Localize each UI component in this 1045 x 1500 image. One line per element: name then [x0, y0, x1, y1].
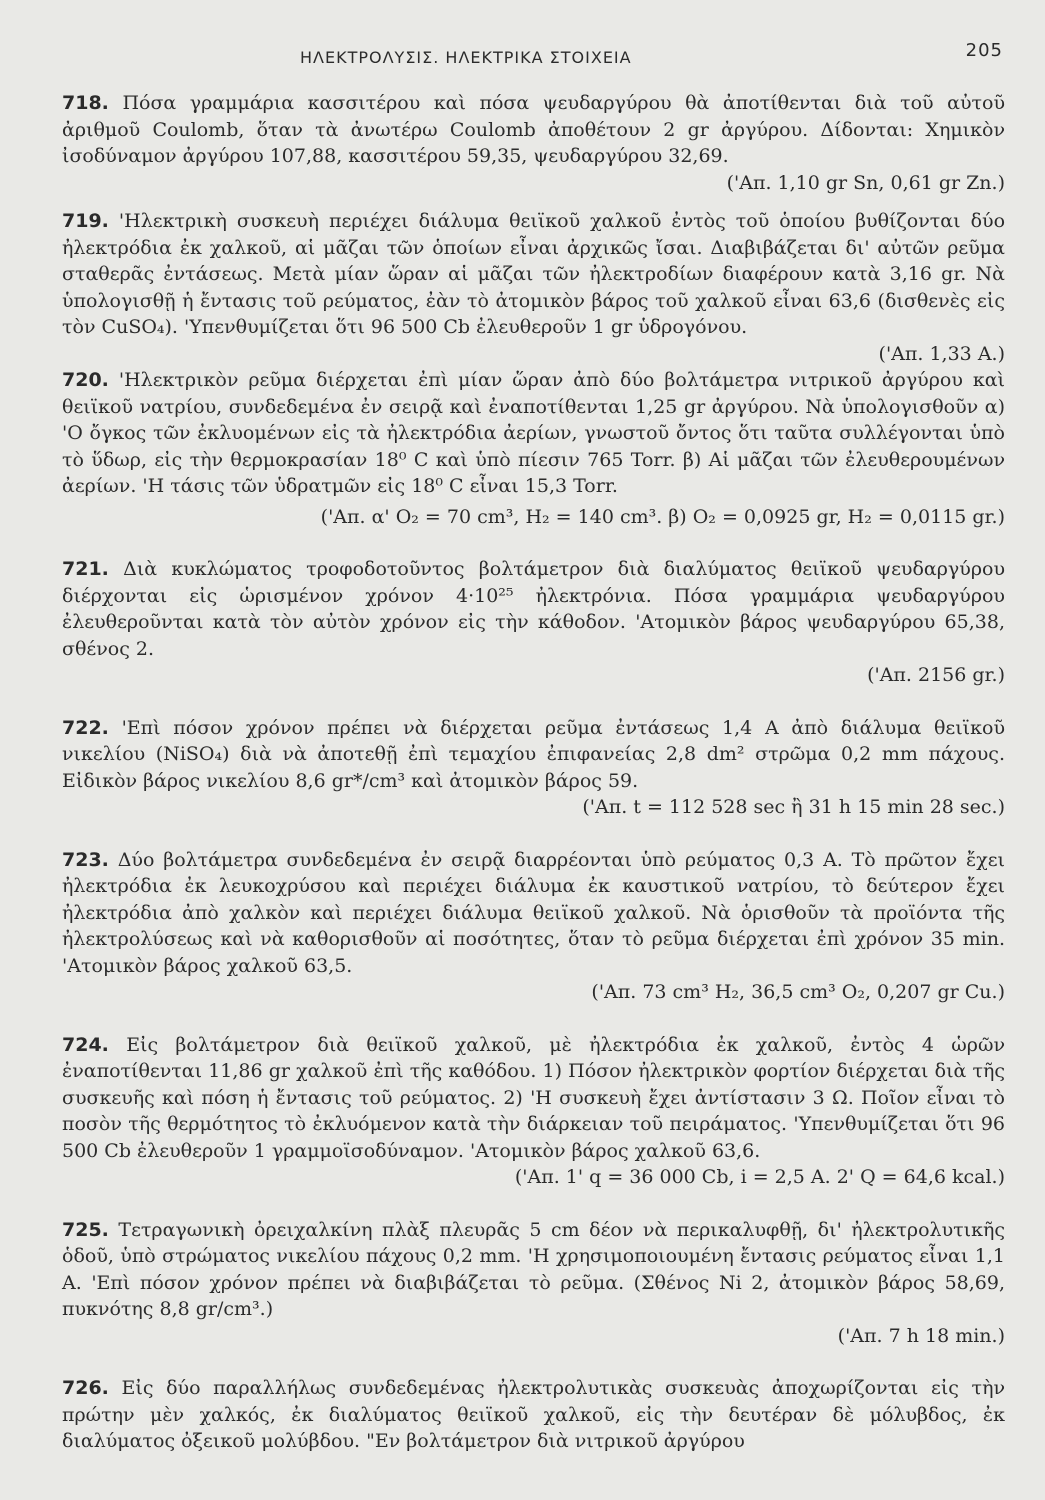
problem-719 — [62, 208, 1005, 367]
problem-number: 722. — [62, 716, 109, 739]
problem-number: 719. — [62, 210, 109, 232]
problem-text: Διὰ κυκλώματος τροφοδοτοῦντος βολτάμετρον διὰ διαλύματος θειϊκοῦ ψευδαργύρου διέρχονται εἰς ὡρισμένον χρόνον 4·10²⁵ ἠλεκτρόνια. Πόσα γραμμάρια ψευδαργύρου ἐλευθεροῦνται κατὰ τὸν αὐτὸν χρόνον εἰς τὴν κάθοδον. 'Ατομικὸν βάρος ψευδαργύρου 65,38, σθένος 2. — [62, 558, 1005, 660]
problem-722 — [62, 715, 1005, 821]
running-title: ΗΛΕΚΤΡΟΛΥΣΙΣ. ΗΛΕΚΤΡΙΚΑ ΣΤΟΙΧΕΙΑ — [300, 48, 632, 67]
problem-number: 723. — [62, 848, 109, 871]
problem-720 — [62, 367, 1005, 530]
problem-text: Πόσα γραμμάρια κασσιτέρου καὶ πόσα ψευδαργύρου θὰ ἀποτίθενται διὰ τοῦ αὐτοῦ ἀριθμοῦ Coulomb, ὅταν τὰ ἀνωτέρω Coulomb ἀποθέτουν 2 gr ἀργύρου. Δίδονται: Χημικὸν ἰσοδύναμον ἀργύρου 107,88, κασσιτέρου 59,35, ψευδαργύρου 32,69. — [62, 92, 1005, 167]
problem-number: 720. — [62, 369, 109, 391]
page-header — [62, 36, 1005, 76]
page-number: 205 — [965, 40, 1003, 61]
problem-answer: ('Απ. α' O₂ = 70 cm³, H₂ = 140 cm³. β) O₂ = 0,0925 gr, H₂ = 0,0115 gr.) — [320, 505, 1005, 528]
problem-answer: ('Απ. 7 h 18 min.) — [837, 1324, 1005, 1347]
problem-text: Εἰς βολτάμετρον διὰ θειϊκοῦ χαλκοῦ, μὲ ἠλεκτρόδια ἐκ χαλκοῦ, ἐντὸς 4 ὡρῶν ἐναποτίθενται 11,86 gr χαλκοῦ ἐπὶ τῆς καθόδου. 1) Πόσον ἠλεκτρικὸν φορτίον διέρχεται διὰ τῆς συσκευῆς καὶ πόση ἡ ἔντασις τοῦ ρεύματος. 2) 'Η συσκευὴ ἔχει ἀντίστασιν 3 Ω. Ποῖον εἶναι τὸ ποσὸν τῆς θερμότητος τὸ ἐκλυόμενον κατὰ τὴν διάρκειαν τοῦ πειράματος. 'Υπενθυμίζεται ὅτι 96 500 Cb ἐλευθεροῦν 1 γραμμοϊσοδύναμον. 'Ατομικὸν βάρος χαλκοῦ 63,6. — [62, 1033, 1006, 1162]
problem-721 — [62, 556, 1005, 689]
problem-text: 'Επὶ πόσον χρόνον πρέπει νὰ διέρχεται ρεῦμα ἐντάσεως 1,4 A ἀπὸ διάλυμα θειϊκοῦ νικελίου (NiSO₄) διὰ νὰ ἀποτεθῇ ἐπὶ τεμαχίου ἐπιφανείας 2,8 dm² στρῶμα 0,2 mm πάχους. Εἰδικὸν βάρος νικελίου 8,6 gr*/cm³ καὶ ἀτομικὸν βάρος 59. — [62, 716, 1005, 792]
problem-answer: ('Απ. 2156 gr.) — [867, 664, 1005, 686]
problem-text: Τετραγωνικὴ ὀρειχαλκίνη πλὰξ πλευρᾶς 5 cm δέον νὰ περικαλυφθῇ, δι' ἠλεκτρολυτικῆς ὁδοῦ, ὑπὸ στρώματος νικελίου πάχους 0,2 mm. 'Η χρησιμοποιουμένη ἔντασις ρεύματος εἶναι 1,1 A. 'Επὶ πόσον χρόνον πρέπει νὰ διαβιβάζεται τὸ ρεῦμα. (Σθένος Ni 2, ἀτομικὸν βάρος 58,69, πυκνότης 8,8 gr/cm³.) — [62, 1218, 1005, 1320]
problem-number: 721. — [62, 558, 109, 580]
problem-number: 725. — [62, 1218, 109, 1241]
problem-724 — [62, 1032, 1005, 1191]
problem-text: Δύο βολτάμετρα συνδεδεμένα ἐν σειρᾷ διαρρέονται ὑπὸ ρεύματος 0,3 A. Τὸ πρῶτον ἔχει ἠλεκτρόδια ἐκ λευκοχρύσου καὶ περιέχει διάλυμα ἐκ καυστικοῦ νατρίου, τὸ δεύτερον ἔχει ἠλεκτρόδια ἀπὸ χαλκὸν καὶ περιέχει διάλυμα θειϊκοῦ χαλκοῦ. Νὰ ὁρισθοῦν τὰ προϊόντα τῆς ἠλεκτρολύσεως καὶ νὰ καθορισθοῦν αἱ ποσότητες, ὅταν τὸ ρεῦμα διέρχεται ἐπὶ χρόνον 35 min. 'Ατομικὸν βάρος χαλκοῦ 63,5. — [62, 848, 1005, 977]
problem-answer: ('Απ. 73 cm³ H₂, 36,5 cm³ O₂, 0,207 gr Cu.) — [591, 981, 1005, 1003]
problem-answer: ('Απ. 1,33 A.) — [878, 342, 1005, 365]
problem-text: 'Ηλεκτρικὴ συσκευὴ περιέχει διάλυμα θειϊκοῦ χαλκοῦ ἐντὸς τοῦ ὁποίου βυθίζονται δύο ἠλεκτρόδια ἐκ χαλκοῦ, αἱ μᾶζαι τῶν ὁποίων εἶναι ἀρχικῶς ἴσαι. Διαβιβάζεται δι' αὐτῶν ρεῦμα σταθερᾶς ἐντάσεως. Μετὰ μίαν ὥραν αἱ μᾶζαι τῶν ἠλεκτροδίων διαφέρουν κατὰ 3,16 gr. Νὰ ὑπολογισθῇ ἡ ἔντασις τοῦ ρεύματος, ἐὰν τὸ ἀτομικὸν βάρος τοῦ χαλκοῦ εἶναι 63,6 (δισθενὲς εἰς τὸν CuSO₄). 'Υπενθυμίζεται ὅτι 96 500 Cb ἐλευθεροῦν 1 gr ὑδρογόνου. — [62, 210, 1006, 338]
problem-number: 718. — [62, 92, 109, 114]
problem-726 — [62, 1375, 1005, 1455]
problem-text: Εἰς δύο παραλλήλως συνδεδεμένας ἠλεκτρολυτικὰς συσκευὰς ἀποχωρίζονται εἰς τὴν πρώτην μὲν χαλκός, ἐκ διαλύματος θειϊκοῦ χαλκοῦ, εἰς τὴν δευτέραν δὲ μόλυβδος, ἐκ διαλύματος ὀξεικοῦ μολύβδου. "Εν βολτάμετρον διὰ νιτρικοῦ ἀργύρου — [62, 1377, 1006, 1452]
problem-718 — [62, 90, 1005, 196]
problem-723 — [62, 847, 1005, 1006]
problem-text: 'Ηλεκτρικὸν ρεῦμα διέρχεται ἐπὶ μίαν ὥραν ἀπὸ δύο βολτάμετρα νιτρικοῦ ἀργύρου καὶ θειϊκοῦ νατρίου, συνδεδεμένα ἐν σειρᾷ καὶ ἐναποτίθενται 1,25 gr ἀργύρου. Νὰ ὑπολογισθοῦν α) 'Ο ὄγκος τῶν ἐκλυομένων εἰς τὰ ἠλεκτρόδια ἀερίων, γνωστοῦ ὄντος ὅτι ταῦτα συλλέγονται ὑπὸ τὸ ὕδωρ, εἰς τὴν θερμοκρασίαν 18⁰ C καὶ ὑπὸ πίεσιν 765 Torr. β) Αἱ μᾶζαι τῶν ἐλευθερουμένων ἀερίων. 'Η τάσις τῶν ὑδρατμῶν εἰς 18⁰ C εἶναι 15,3 Torr. — [62, 369, 1005, 497]
problem-725 — [62, 1217, 1005, 1350]
problem-answer: ('Απ. 1,10 gr Sn, 0,61 gr Zn.) — [726, 171, 1005, 194]
problem-number: 724. — [62, 1033, 109, 1056]
problem-answer: ('Απ. 1' q = 36 000 Cb, i = 2,5 A. 2' Q = 64,6 kcal.) — [514, 1166, 1005, 1188]
problem-answer: ('Απ. t = 112 528 sec ἢ 31 h 15 min 28 sec.) — [582, 796, 1005, 818]
problem-number: 726. — [62, 1377, 109, 1399]
